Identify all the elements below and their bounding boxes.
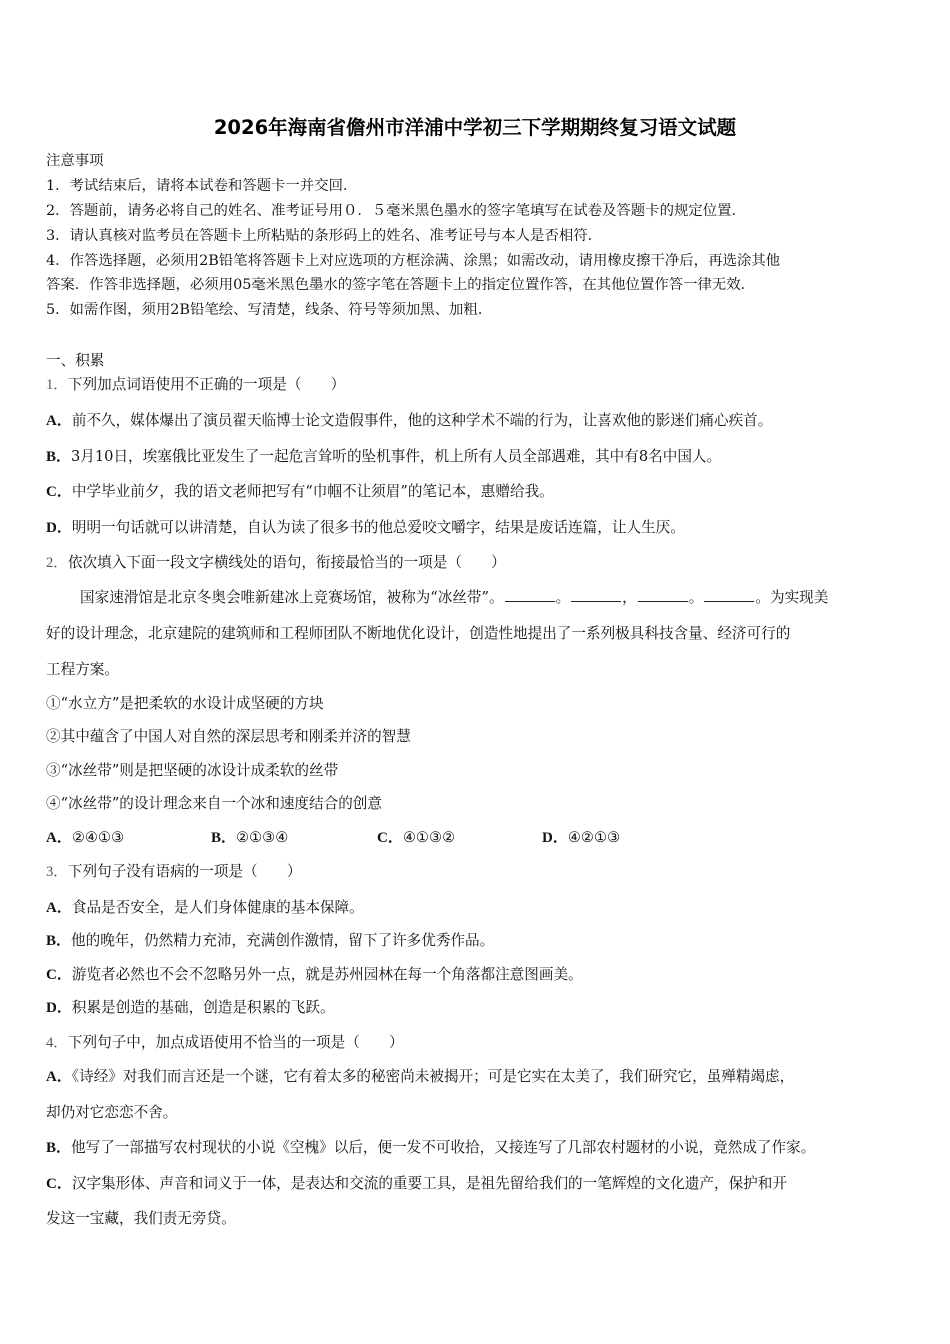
statement-2: ②其中蕴含了中国人对自然的深层思考和刚柔并济的智慧	[46, 728, 411, 745]
notes-heading: 注意事项	[46, 153, 104, 169]
option-label: C．	[46, 484, 72, 500]
question-4-option-c	[46, 1174, 787, 1194]
punctuation: 。	[688, 589, 704, 606]
option-label: D．	[542, 830, 568, 846]
question-number: 4．	[46, 1035, 68, 1051]
passage-text: 。为实现美	[755, 589, 829, 606]
question-2-option-c	[377, 828, 455, 848]
option-text: 《诗经》对我们而言还是一个谜，它有着太多的秘密尚未被揭开；可是它实在太美了，我们研究它，虽殚精竭虑，	[71, 1068, 795, 1085]
option-text: 他写了一部描写农村现状的小说《空槐》以后，便一发不可收拾，又接连写了几部农村题材的小说，竟然成了作家。	[71, 1139, 816, 1156]
question-number: 2．	[46, 555, 68, 571]
question-text: 下列句子中，加点成语使用不恰当的一项是（ ）	[67, 1034, 404, 1051]
option-text: 他的晚年，仍然精力充沛，充满创作激情，留下了许多优秀作品。	[71, 932, 495, 949]
option-text: ②④①③	[71, 829, 125, 846]
option-label: C．	[46, 967, 72, 983]
option-text: 前不久，媒体爆出了演员翟天临博士论文造假事件，他的这种学术不端的行为，让喜欢他的影迷们痛心疾首。	[71, 412, 773, 429]
question-1-option-d	[46, 518, 685, 538]
section-heading: 一、积累	[46, 352, 105, 369]
document-title: 2026年海南省儋州市洋浦中学初三下学期期终复习语文试题	[213, 116, 737, 139]
option-label: B．	[46, 933, 72, 949]
option-label: A．	[46, 900, 72, 916]
option-label: B．	[211, 830, 237, 846]
option-text: ④①③②	[402, 829, 456, 846]
note-item: 5．如需作图，须用2B铅笔绘、写清楚，线条、符号等须加黑、加粗．	[46, 302, 493, 318]
option-label: B．	[46, 449, 72, 465]
note-item: 3．请认真核对监考员在答题卡上所粘贴的条形码上的姓名、准考证号与本人是否相符．	[46, 228, 603, 244]
question-3-stem	[46, 862, 301, 882]
question-4-stem	[46, 1033, 404, 1053]
option-text: 明明一句话就可以讲清楚，自认为读了很多书的他总爱咬文嚼字，结果是废话连篇，让人生厌。	[71, 519, 685, 536]
statement-3: ③“冰丝带”则是把坚硬的冰设计成柔软的丝带	[46, 762, 339, 779]
option-text: 食品是否安全，是人们身体健康的基本保障。	[71, 899, 364, 916]
option-text: 中学毕业前夕，我的语文老师把写有“巾帼不让须眉”的笔记本，惠赠给我。	[71, 483, 554, 500]
question-4-option-a-continued: 却仍对它恋恋不舍。	[46, 1104, 178, 1121]
option-text: 汉字集形体、声音和词义于一体，是表达和交流的重要工具，是祖先留给我们的一笔辉煌的文化遗产，保护和开	[71, 1175, 787, 1192]
passage-text: 国家速滑馆是北京冬奥会唯新建冰上竞赛场馆，被称为“冰丝带”。	[80, 589, 504, 606]
question-1-option-c	[46, 482, 554, 502]
question-3-option-d	[46, 998, 335, 1018]
question-4-option-a	[46, 1067, 794, 1087]
option-text: ②①③④	[236, 829, 289, 846]
option-text: 积累是创造的基础，创造是积累的飞跃。	[71, 999, 335, 1016]
question-3-option-b	[46, 931, 494, 951]
question-3-option-c	[46, 965, 583, 985]
fill-blank	[505, 587, 555, 602]
punctuation: ，	[622, 589, 637, 606]
fill-blank	[638, 587, 688, 602]
passage-line: 工程方案。	[46, 661, 119, 678]
note-item: 4．作答选择题，必须用2B铅笔将答题卡上对应选项的方框涂满、涂黑；如需改动，请用橡皮擦干净后，再选涂其他	[46, 253, 781, 269]
option-label: D．	[46, 520, 72, 536]
option-label: D．	[46, 1000, 72, 1016]
passage-line	[80, 587, 828, 608]
note-item: 答案．作答非选择题，必须用05毫米黑色墨水的签字笔在答题卡上的指定位置作答，在其他位置作答一律无效．	[46, 277, 756, 293]
question-1-option-a	[46, 411, 772, 431]
option-text: 游览者必然也不会不忽略另外一点，就是苏州园林在每一个角落都注意图画美。	[71, 966, 583, 983]
note-item: 2．答题前，请务必将自己的姓名、准考证号用０．５毫米黑色墨水的签字笔填写在试卷及答题卡的规定位置．	[46, 203, 746, 219]
question-number: 1．	[46, 377, 68, 393]
question-number: 3．	[46, 864, 68, 880]
fill-blank	[704, 587, 754, 602]
question-4-option-b	[46, 1138, 815, 1158]
question-2-option-d	[542, 828, 620, 848]
option-label: A．	[46, 830, 72, 846]
question-text: 依次填入下面一段文字横线处的语句，衔接最恰当的一项是（ ）	[67, 554, 506, 571]
statement-1: ①“水立方”是把柔软的水设计成坚硬的方块	[46, 695, 324, 712]
question-4-option-c-continued: 发这一宝藏，我们责无旁贷。	[46, 1210, 236, 1227]
question-1-stem	[46, 375, 345, 395]
option-text: ④②①③	[567, 829, 621, 846]
question-2-option-b	[211, 828, 288, 848]
option-label: B．	[46, 1140, 72, 1156]
question-text: 下列加点词语使用不正确的一项是（ ）	[67, 376, 346, 393]
question-2-option-a	[46, 828, 124, 848]
option-label: A．	[46, 413, 72, 429]
question-2-stem	[46, 553, 506, 573]
note-item: 1．考试结束后，请将本试卷和答题卡一并交回．	[46, 178, 358, 194]
punctuation: 。	[555, 589, 571, 606]
statement-4: ④“冰丝带”的设计理念来自一个冰和速度结合的创意	[46, 795, 382, 812]
option-label: C．	[377, 830, 403, 846]
question-text: 下列句子没有语病的一项是（ ）	[67, 863, 302, 880]
option-label: A．	[46, 1069, 72, 1085]
option-text: 3月10日，埃塞俄比亚发生了一起危言耸听的坠机事件，机上所有人员全部遇难，其中有8名中国人。	[71, 448, 722, 465]
passage-line: 好的设计理念，北京建院的建筑师和工程师团队不断地优化设计，创造性地提出了一系列极具科技含量、经济可行的	[46, 625, 791, 642]
option-label: C．	[46, 1176, 72, 1192]
fill-blank	[571, 587, 621, 602]
question-1-option-b	[46, 447, 721, 467]
question-3-option-a	[46, 898, 364, 918]
